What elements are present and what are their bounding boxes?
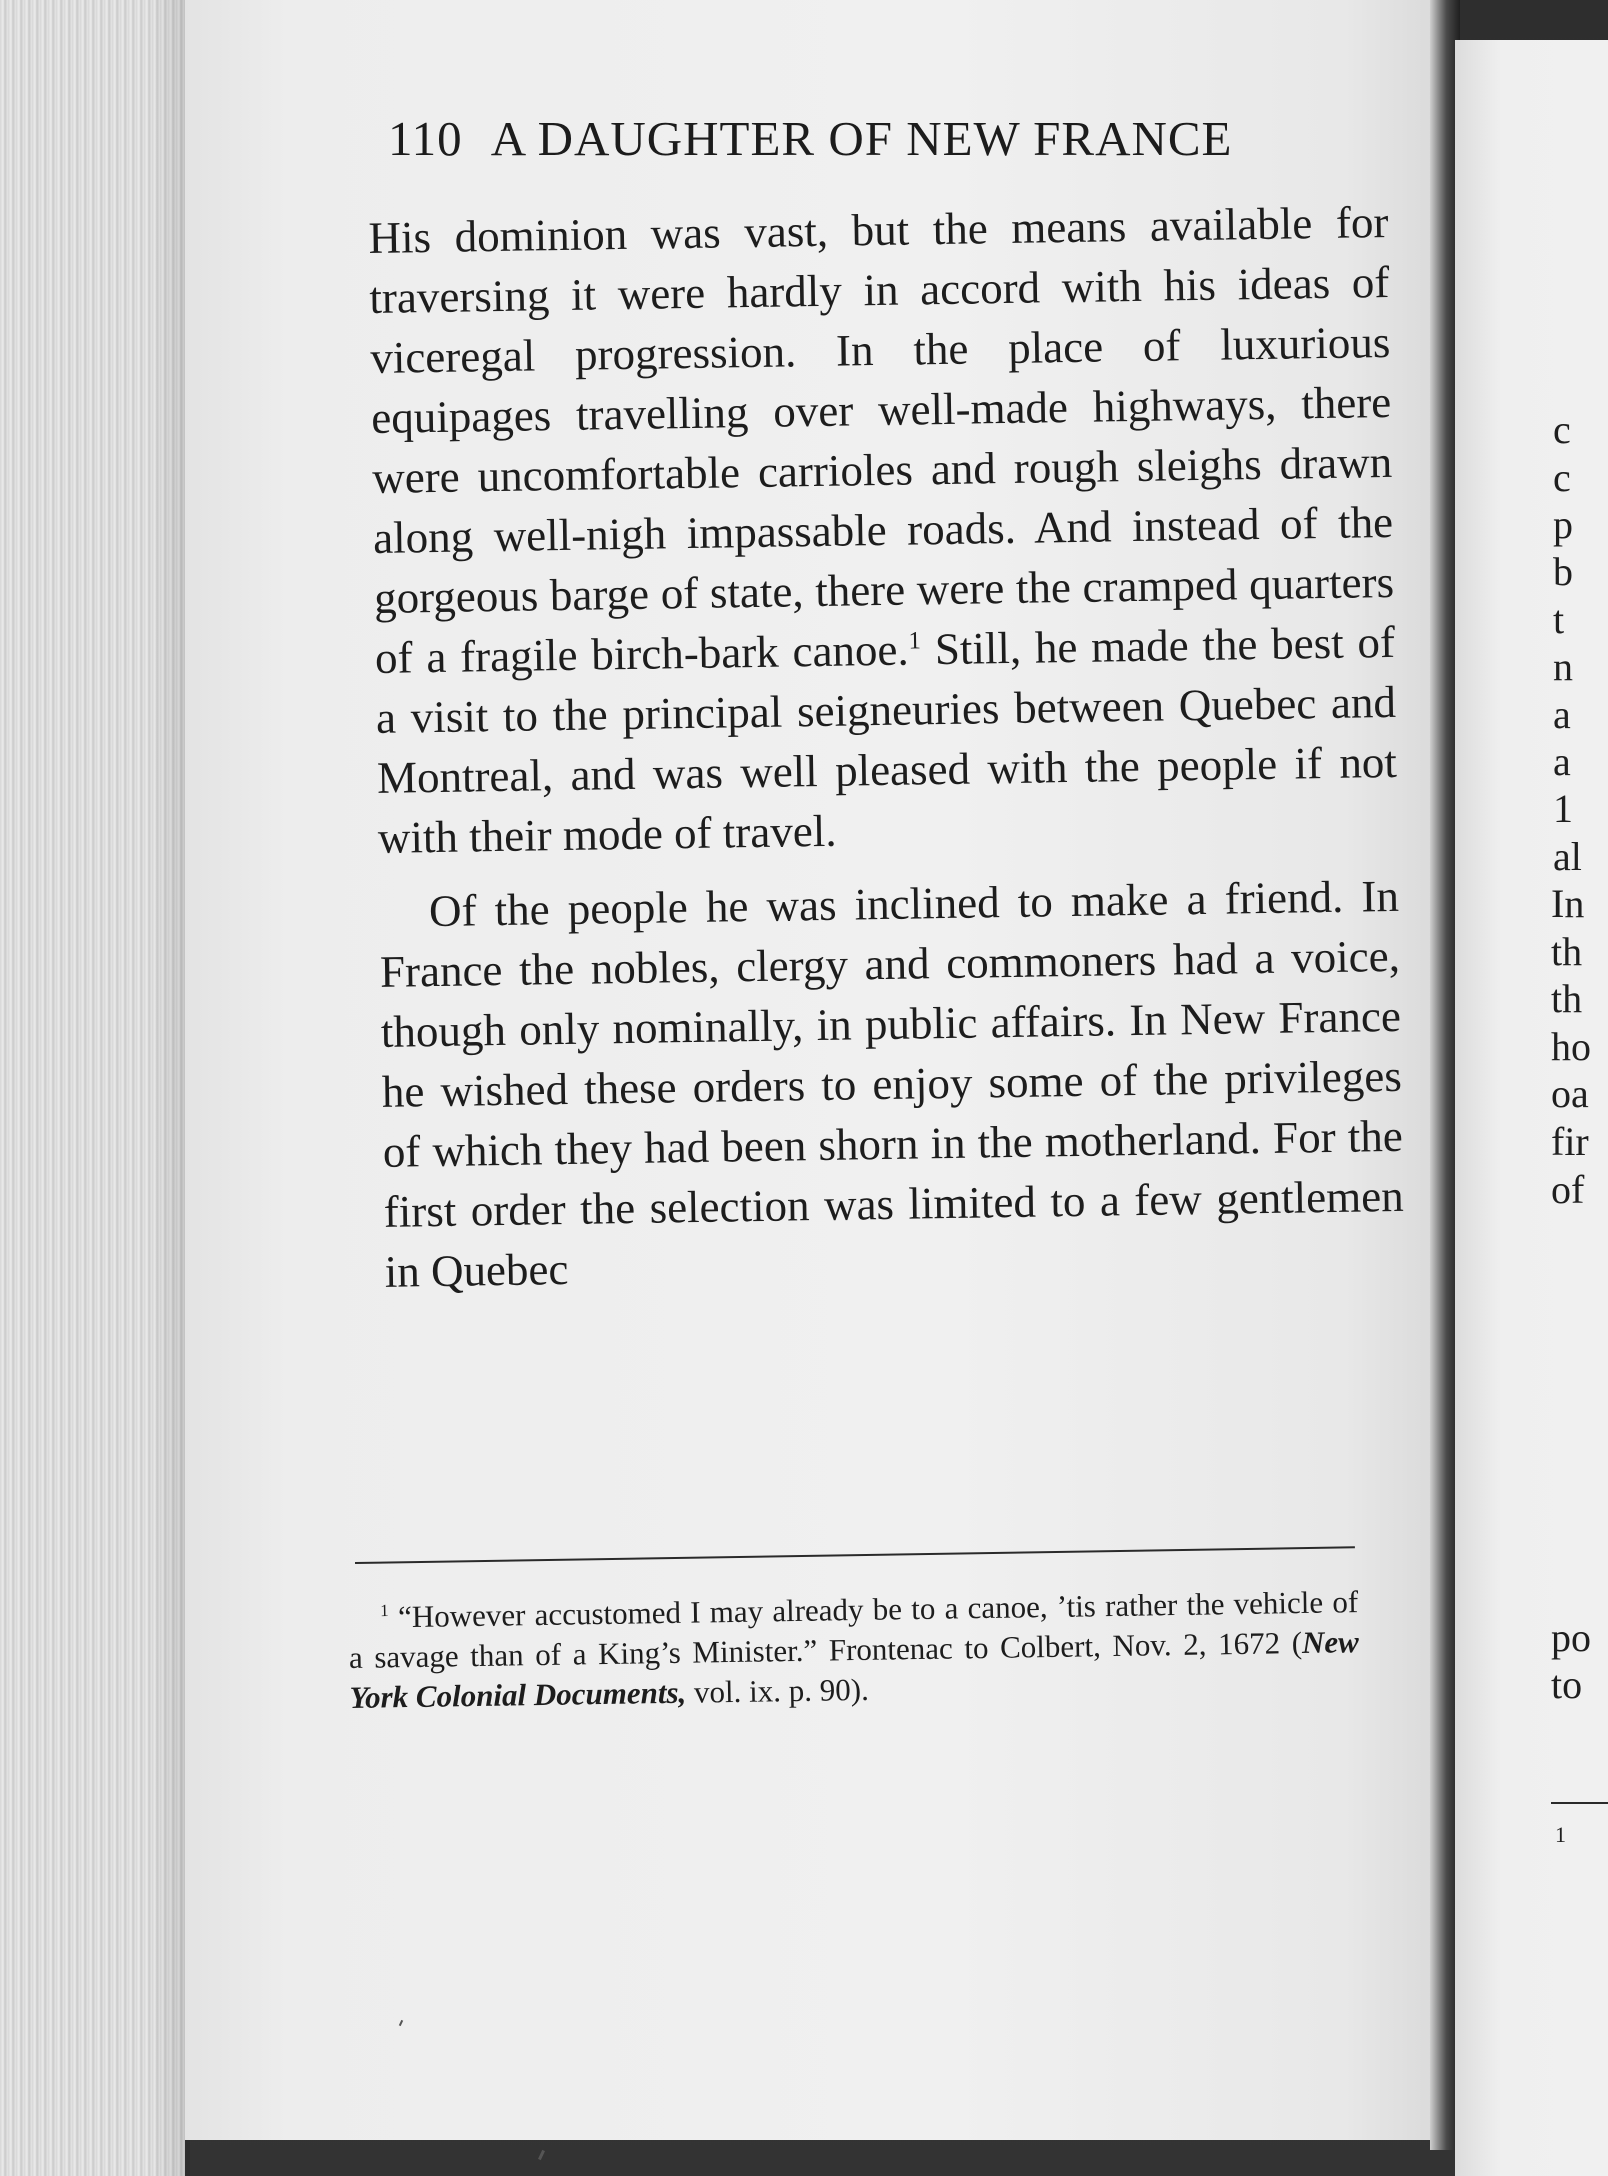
paragraph-1: [368, 192, 1398, 868]
facing-line-fragment: oa: [1551, 1071, 1589, 1116]
facing-line-fragment: ho: [1551, 1024, 1591, 1069]
footnote-number: 1: [380, 1601, 389, 1621]
running-head: [388, 110, 1396, 167]
facing-line-fragment: a: [1553, 692, 1571, 737]
facing-line-fragment: po: [1551, 1615, 1591, 1660]
footnote-reference: 1: [908, 627, 922, 655]
facing-footnote-rule: [1551, 1802, 1608, 1804]
facing-footnote-number: 1: [1555, 1822, 1566, 1847]
facing-line-fragment: th: [1551, 929, 1583, 974]
footnote-citation-title: New York Colonial Documents,: [349, 1624, 1360, 1715]
footnote: [348, 1582, 1360, 1718]
facing-line-fragment: a: [1553, 739, 1571, 784]
body-text: [368, 192, 1405, 1302]
facing-line-fragment: 1: [1553, 786, 1573, 831]
footnote-text-a: “However accustomed I may already be to a canoe, ’tis rather the vehicle of a savage than of a King’s Minister.” Frontenac to Colbert, Nov. 2, 1672 (: [348, 1584, 1359, 1675]
facing-line-fragment: c: [1553, 407, 1571, 452]
facing-line-fragment: al: [1553, 834, 1582, 879]
facing-line-fragment: In: [1551, 881, 1585, 926]
facing-line-fragment: b: [1553, 549, 1573, 594]
paragraph-2: Of the people he was inclined to make a friend. In France the nobles, clergy and commoners had a voice, though only nominally, in public affairs. In New France he wished these orders to enjoy some of the privileges of which they had been shorn in the motherland. For the first order the selection was limited to a few gentlemen in Quebec: [379, 870, 1405, 1297]
paragraph-1-text-a: His dominion was vast, but the means available for traversing it were hardly in accord with his ideas of viceregal progression. In the place of luxurious equipages travelling over well-made highways, there were uncomfortable carrioles and rough sleighs drawn along well-nigh impassable roads. And instead of the gorgeous barge of state, there were the cramped quarters of a fragile birch-bark canoe.: [368, 196, 1395, 683]
facing-line-fragment: p: [1553, 502, 1573, 547]
page-edge-shadow: [150, 0, 190, 2176]
facing-line-fragment: of: [1551, 1167, 1585, 1212]
facing-line-fragment: n: [1553, 644, 1573, 689]
facing-line-fragment: fir: [1551, 1119, 1589, 1164]
paragraph-1-text-b: Still, he made the best of a visit to the principal seigneuries between Quebec and Montreal, and was well pleased with the people if not with their mode of travel.: [375, 616, 1398, 863]
page-number: 110: [388, 111, 463, 166]
footnote-text-b: vol. ix. p. 90).: [685, 1671, 870, 1710]
facing-line-fragment: c: [1553, 455, 1571, 500]
facing-line-fragment: t: [1553, 597, 1565, 642]
facing-line-fragment: to: [1551, 1662, 1583, 1707]
facing-line-fragment: th: [1551, 976, 1583, 1021]
facing-page: [1455, 40, 1608, 2176]
book-title: A DAUGHTER OF NEW FRANCE: [490, 111, 1233, 166]
